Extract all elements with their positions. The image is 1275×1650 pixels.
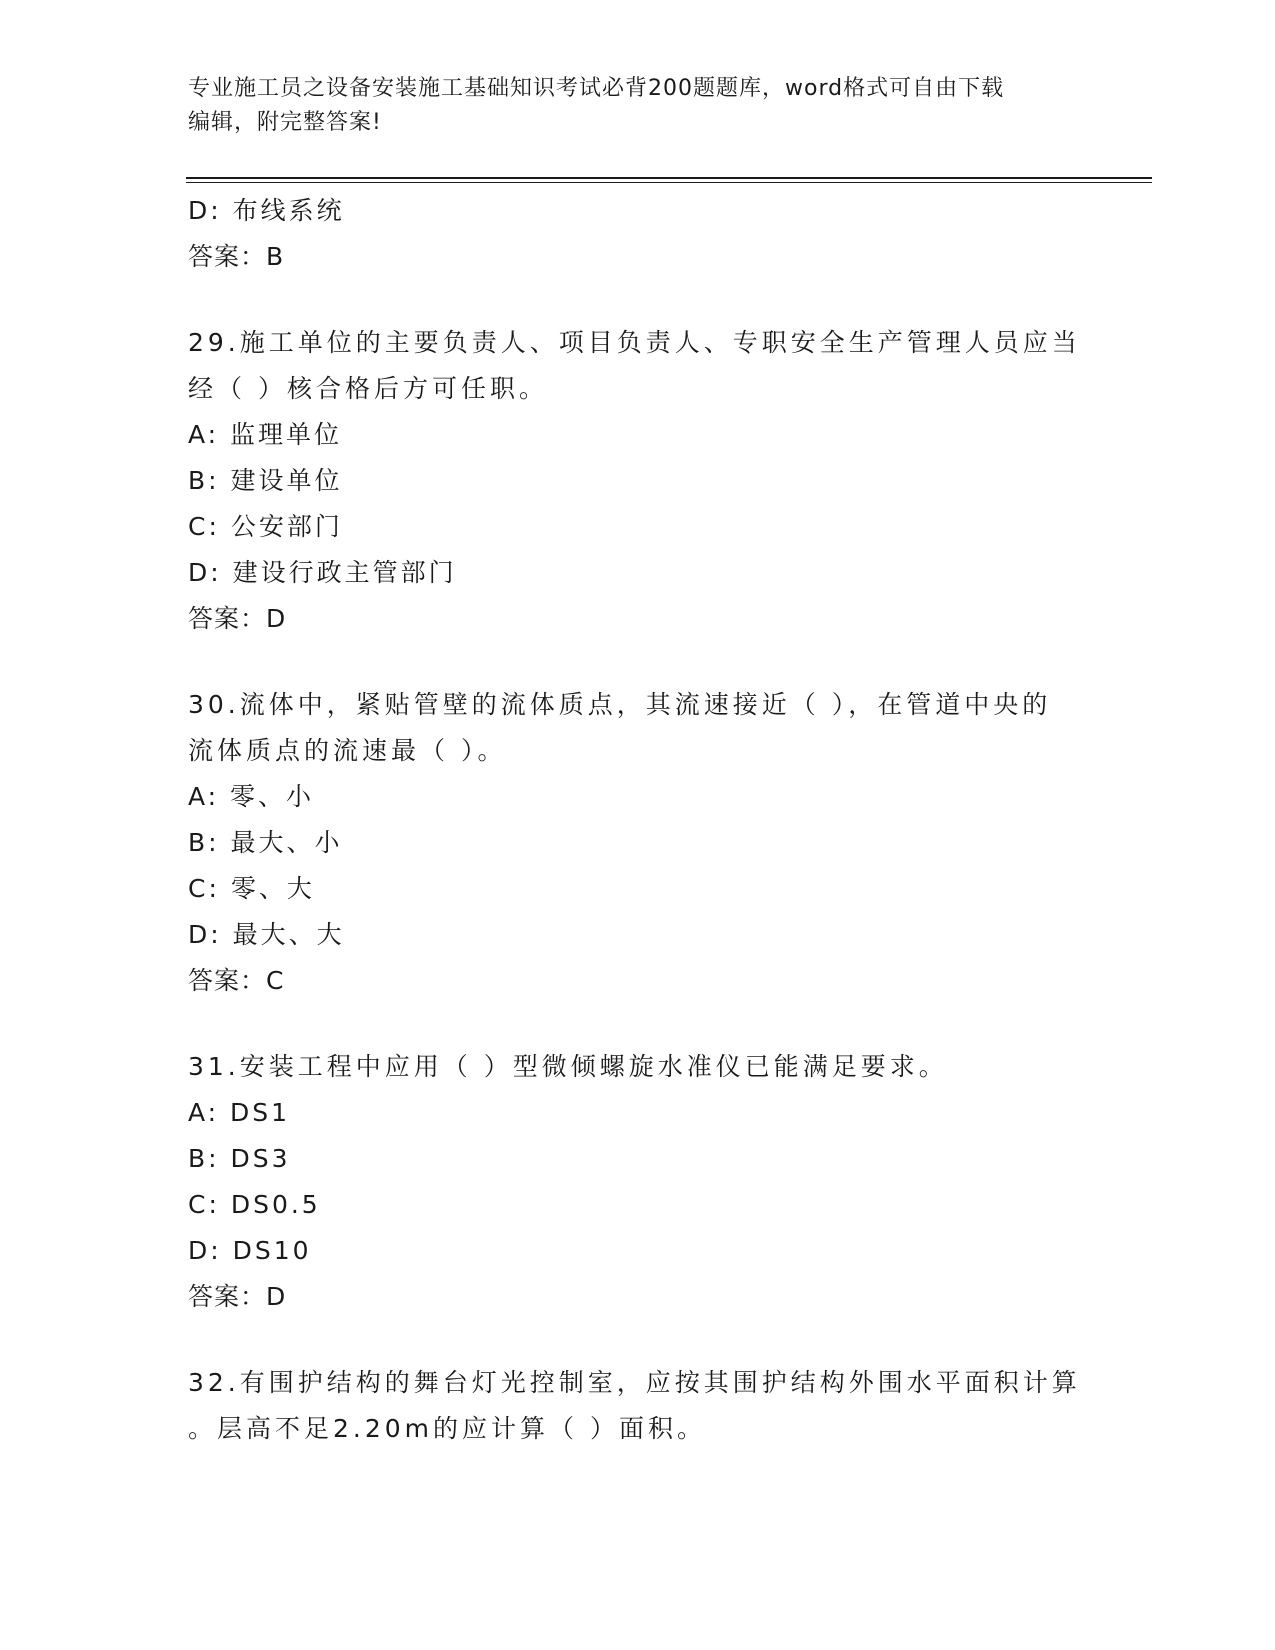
option-d: D: 布线系统 — [188, 196, 345, 225]
question-32 — [188, 1360, 1088, 1452]
answer: 答案：D — [188, 1282, 287, 1311]
option-a: A: 零、小 — [188, 782, 315, 811]
document-header — [188, 72, 1068, 140]
answer: 答案：D — [188, 604, 287, 633]
question-31 — [188, 1044, 1088, 1320]
option-c: C: 公安部门 — [188, 512, 343, 541]
option-b: B: 建设单位 — [188, 466, 343, 495]
option-c: C: 零、大 — [188, 874, 315, 903]
option-c: C: DS0.5 — [188, 1190, 321, 1219]
question-list — [188, 188, 1088, 1452]
answer: 答案：C — [188, 966, 285, 995]
header-title-line-2: 编辑，附完整答案! — [188, 110, 382, 135]
question-30 — [188, 682, 1088, 1004]
question-28 — [188, 188, 1088, 280]
question-stem-line-2: 经（ ）核合格后方可任职。 — [188, 374, 548, 403]
option-d: D: 最大、大 — [188, 920, 345, 949]
header-title-line-1: 专业施工员之设备安装施工基础知识考试必背200题题库，word格式可自由下载 — [188, 76, 1005, 101]
option-a: A: 监理单位 — [188, 420, 343, 449]
answer: 答案：B — [188, 242, 285, 271]
option-b: B: 最大、小 — [188, 828, 343, 857]
option-d: D: 建设行政主管部门 — [188, 558, 457, 587]
question-stem-line-2: 流体质点的流速最（ ）。 — [188, 736, 507, 765]
question-stem-line-1: 32.有围护结构的舞台灯光控制室，应按其围护结构外围水平面积计算 — [188, 1368, 1081, 1397]
option-b: B: DS3 — [188, 1144, 291, 1173]
question-stem-line-1: 31.安装工程中应用（ ）型微倾螺旋水准仪已能满足要求。 — [188, 1052, 948, 1081]
question-stem-line-1: 30.流体中，紧贴管壁的流体质点，其流速接近（ ），在管道中央的 — [188, 690, 1052, 719]
header-divider-thick — [186, 177, 1152, 179]
question-stem-line-2: 。层高不足2.20m的应计算（ ）面积。 — [188, 1414, 706, 1443]
option-a: A: DS1 — [188, 1098, 291, 1127]
option-d: D: DS10 — [188, 1236, 312, 1265]
question-29 — [188, 320, 1088, 642]
header-divider-thin — [186, 182, 1152, 183]
question-stem-line-1: 29.施工单位的主要负责人、项目负责人、专职安全生产管理人员应当 — [188, 328, 1081, 357]
